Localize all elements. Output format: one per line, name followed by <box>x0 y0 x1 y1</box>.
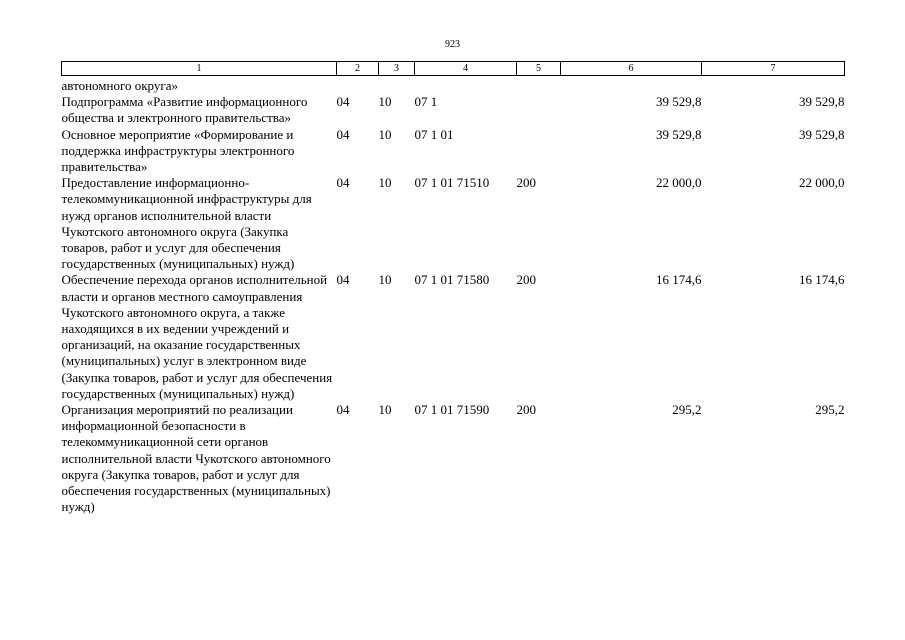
row-subsection: 10 <box>378 126 392 142</box>
row-target-article: 07 1 <box>414 94 438 110</box>
row-amount-7: 295,2 <box>815 402 845 418</box>
row-section: 04 <box>336 175 350 191</box>
row-description: Обеспечение перехода органов исполнительной власти и органов местного самоуправления Чукотского автономного округа, а также находящихся в их ведении учреждений и организаций, на оказание государственных (муниципальных) услуг в электронном виде (Закупка товаров, работ и услуг для обеспечения государственных (муниципальных) нужд) <box>61 272 333 401</box>
table-row <box>62 272 845 402</box>
row-amount-7: 39 529,8 <box>799 126 845 142</box>
row-target-article: 07 1 01 71510 <box>414 175 490 191</box>
table-row <box>62 127 845 176</box>
column-header-4: 4 <box>415 62 517 76</box>
row-section: 04 <box>336 126 350 142</box>
row-amount-7: 22 000,0 <box>799 175 845 191</box>
row-description: Основное мероприятие «Формирование и поддержка инфраструктуры электронного правительства» <box>61 126 295 175</box>
row-amount-6: 39 529,8 <box>656 94 702 110</box>
row-description: Подпрограмма «Развитие информационного общества и электронного правительства» <box>61 94 308 126</box>
row-section: 04 <box>336 402 350 418</box>
row-target-article <box>415 78 517 94</box>
row-expense-type: 200 <box>516 402 536 418</box>
row-target-article: 07 1 01 71590 <box>414 402 490 418</box>
row-description: Организация мероприятий по реализации информационной безопасности в телекоммуникационной сети органов исполнительной власти Чукотского автономного округа (Закупка товаров, работ и услуг для обеспечения государственных (муниципальных) нужд) <box>61 402 331 515</box>
column-header-2: 2 <box>337 62 379 76</box>
table-header-row <box>62 62 845 76</box>
table-row <box>62 402 845 515</box>
row-amount-7: 39 529,8 <box>799 94 845 110</box>
row-amount-6: 22 000,0 <box>656 175 702 191</box>
column-header-5: 5 <box>517 62 561 76</box>
row-amount-7: 16 174,6 <box>799 272 845 288</box>
row-amount-6 <box>561 78 702 94</box>
column-header-6: 6 <box>561 62 702 76</box>
row-description: Предоставление информационно-телекоммуникационной инфраструктуры для нужд органов исполнительной власти Чукотского автономного округа (Закупка товаров, работ и услуг для обеспечения государственных (муниципальных) нужд) <box>61 175 312 272</box>
row-subsection: 10 <box>378 402 392 418</box>
column-header-3: 3 <box>379 62 415 76</box>
table-row <box>62 78 845 94</box>
row-subsection: 10 <box>378 175 392 191</box>
row-expense-type <box>517 127 561 176</box>
table-row <box>62 175 845 272</box>
row-amount-6: 295,2 <box>672 402 702 418</box>
column-header-7: 7 <box>702 62 845 76</box>
row-description: автономного округа» <box>61 78 178 93</box>
row-expense-type: 200 <box>516 175 536 191</box>
row-amount-7 <box>702 78 845 94</box>
column-header-1: 1 <box>62 62 337 76</box>
row-target-article: 07 1 01 <box>414 126 454 142</box>
row-section: 04 <box>336 272 350 288</box>
row-expense-type <box>517 94 561 126</box>
row-section <box>337 78 379 94</box>
row-amount-6: 16 174,6 <box>656 272 702 288</box>
page-number: 923 <box>445 39 460 50</box>
row-subsection <box>379 78 415 94</box>
row-subsection: 10 <box>378 94 392 110</box>
row-section: 04 <box>336 94 350 110</box>
budget-table <box>61 61 845 515</box>
row-expense-type: 200 <box>516 272 536 288</box>
row-subsection: 10 <box>378 272 392 288</box>
row-amount-6: 39 529,8 <box>656 126 702 142</box>
row-expense-type <box>517 78 561 94</box>
table-row <box>62 94 845 126</box>
row-target-article: 07 1 01 71580 <box>414 272 490 288</box>
